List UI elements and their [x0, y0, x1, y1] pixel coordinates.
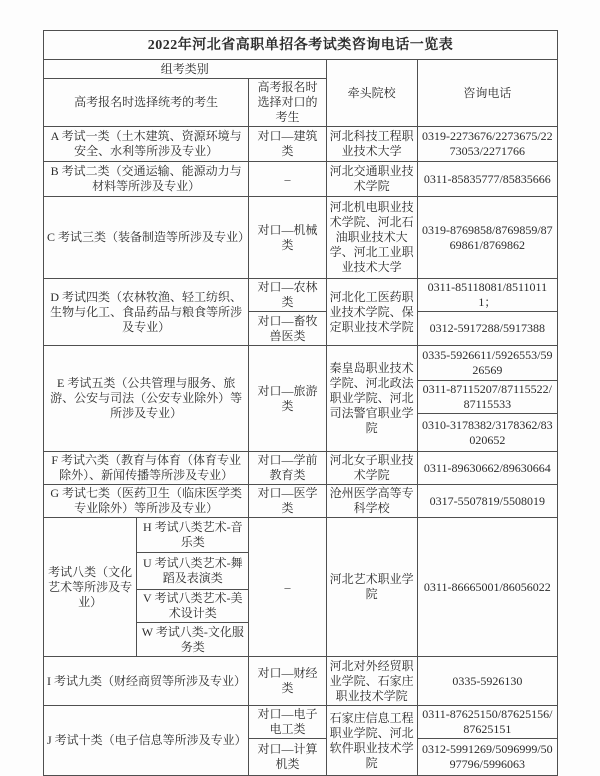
- consultation-phone-table: [43, 30, 558, 776]
- cell-j-category: J 考试十类（电子信息等所涉及专业）: [44, 706, 249, 776]
- table-row-i: [44, 657, 558, 706]
- cell-i-category: I 考试九类（财经商贸等所涉及专业）: [44, 657, 249, 706]
- header-phone: 咨询电话: [417, 60, 557, 127]
- cell-i-duikou: 对口—财经类: [249, 657, 326, 706]
- cell-f-college: 河北女子职业技术学院: [326, 452, 417, 485]
- cell-j-phone2: 0312-5991269/5096999/5097796/5996063: [417, 739, 557, 776]
- header-counterpart-exam: 高考报名时选择对口的考生: [249, 79, 326, 127]
- header-lead-college: 牵头院校: [326, 60, 417, 127]
- header-unified-exam: 高考报名时选择统考的考生: [44, 79, 249, 127]
- cell-d-phone1: 0311-85118081/85110111；: [417, 279, 557, 312]
- table-title-row: [44, 31, 558, 60]
- cell-j-duikou-electronics: 对口—电子电工类: [249, 706, 326, 739]
- table-row-b: [44, 162, 558, 197]
- cell-j-duikou-computer: 对口—计算机类: [249, 739, 326, 776]
- cell-b-college: 河北交通职业技术学院: [326, 162, 417, 197]
- table-row-j1: [44, 706, 558, 739]
- header-group-category: 组考类别: [44, 60, 327, 79]
- cell-b-category: B 考试二类（交通运输、能源动力与材料等所涉及专业）: [44, 162, 249, 197]
- cell-cat8-sub-art-design: V 考试八类艺术-美术设计类: [137, 590, 249, 623]
- cell-g-duikou: 对口—医学类: [249, 485, 326, 518]
- page-title: 2022年河北省高职单招各考试类咨询电话一览表: [44, 31, 558, 60]
- cell-i-college: 河北对外经贸职业学院、石家庄职业技术学院: [326, 657, 417, 706]
- cell-f-category: F 考试六类（教育与体育（体育专业除外）、新闻传播等所涉及专业）: [44, 452, 249, 485]
- cell-cat8-sub-music: H 考试八类艺术-音乐类: [137, 518, 249, 553]
- cell-c-duikou: 对口—机械类: [249, 197, 326, 279]
- table-row-c: [44, 197, 558, 279]
- table-row-d1: [44, 279, 558, 312]
- cell-e-phone1: 0335-5926611/5926553/5926569: [417, 346, 557, 381]
- cell-a-college: 河北科技工程职业技术大学: [326, 127, 417, 162]
- cell-d-duikou-agriculture: 对口—农林类: [249, 279, 326, 312]
- cell-i-phone: 0335-5926130: [417, 657, 557, 706]
- cell-a-category: A 考试一类（土木建筑、资源环境与安全、水利等所涉及专业）: [44, 127, 249, 162]
- cell-a-phone: 0319-2273676/2273675/2273053/2271766: [417, 127, 557, 162]
- cell-g-college: 沧州医学高等专科学校: [326, 485, 417, 518]
- consultation-phone-table-sheet: [43, 30, 558, 776]
- cell-cat8-phone: 0311-86665001/86056022: [417, 518, 557, 657]
- cell-e-phone3: 0310-3178382/3178362/83020652: [417, 414, 557, 452]
- table-row-g: [44, 485, 558, 518]
- cell-e-duikou: 对口—旅游类: [249, 346, 326, 452]
- cell-a-duikou: 对口—建筑类: [249, 127, 326, 162]
- cell-j-phone1: 0311-87625150/87625156/87625151: [417, 706, 557, 739]
- cell-c-college: 河北机电职业技术学院、河北石油职业技术大学、河北工业职业技术大学: [326, 197, 417, 279]
- cell-cat8-college: 河北艺术职业学院: [326, 518, 417, 657]
- cell-c-category: C 考试三类（装备制造等所涉及专业）: [44, 197, 249, 279]
- cell-c-phone: 0319-8769858/8769859/8769861/8769862: [417, 197, 557, 279]
- cell-b-duikou: –: [249, 162, 326, 197]
- cell-e-category: E 考试五类（公共管理与服务、旅游、公安与司法（公安专业除外）等所涉及专业）: [44, 346, 249, 452]
- header-row-group: [44, 60, 558, 79]
- cell-d-phone2: 0312-5917288/5917388: [417, 312, 557, 346]
- cell-e-phone2: 0311-87115207/87115522/87115533: [417, 381, 557, 414]
- cell-d-duikou-husbandry: 对口—畜牧兽医类: [249, 312, 326, 346]
- table-row-cat8-music: [44, 518, 558, 553]
- cell-b-phone: 0311-85835777/85835666: [417, 162, 557, 197]
- cell-f-phone: 0311-89630662/89630664: [417, 452, 557, 485]
- table-row-f: [44, 452, 558, 485]
- cell-cat8-sub-culture-service: W 考试八类-文化服务类: [137, 623, 249, 657]
- cell-d-category: D 考试四类（农林牧渔、轻工纺织、生物与化工、食品药品与粮食等所涉及专业）: [44, 279, 249, 346]
- table-row-a: [44, 127, 558, 162]
- cell-j-college: 石家庄信息工程职业学院、河北软件职业技术学院: [326, 706, 417, 776]
- cell-d-college: 河北化工医药职业技术学院、保定职业技术学院: [326, 279, 417, 346]
- cell-cat8-category: 考试八类（文化艺术等所涉及专业）: [44, 518, 137, 657]
- cell-g-category: G 考试七类（医药卫生（临床医学类专业除外）等所涉及专业）: [44, 485, 249, 518]
- cell-e-college: 秦皇岛职业技术学院、河北政法职业学院、河北司法警官职业学院: [326, 346, 417, 452]
- cell-cat8-duikou: –: [249, 518, 326, 657]
- table-row-e1: [44, 346, 558, 381]
- cell-cat8-sub-dance: U 考试八类艺术-舞蹈及表演类: [137, 553, 249, 590]
- cell-g-phone: 0317-5507819/5508019: [417, 485, 557, 518]
- cell-f-duikou: 对口—学前教育类: [249, 452, 326, 485]
